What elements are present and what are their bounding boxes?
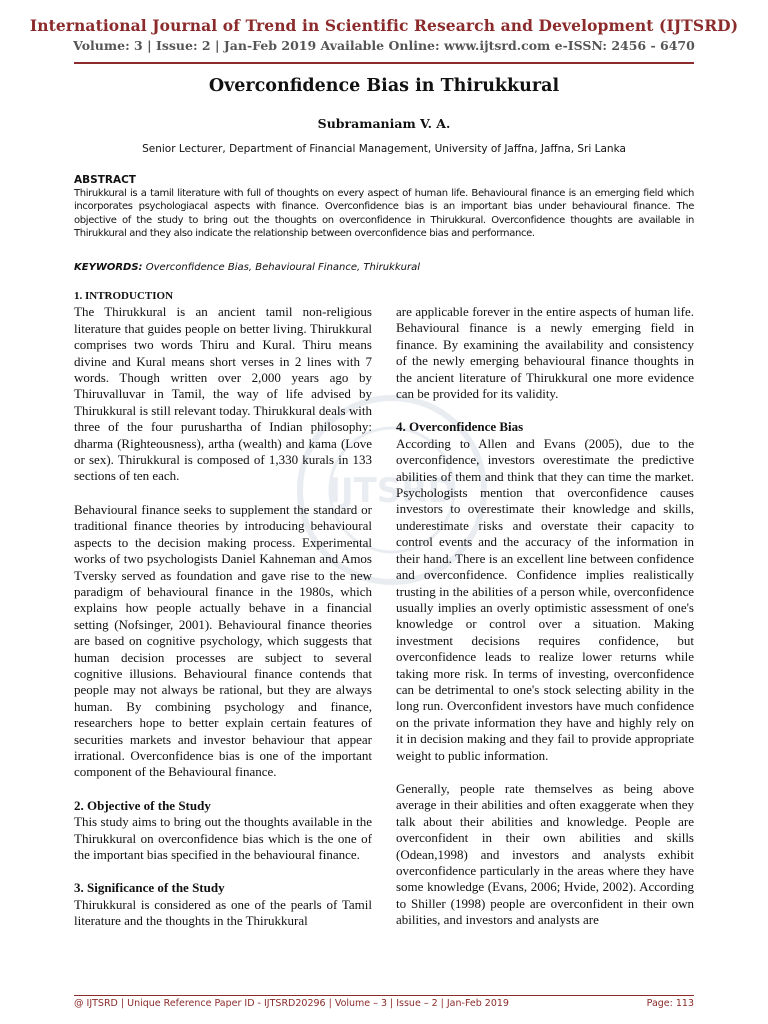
significance-paragraph: Thirukkural is considered as one of the pearls of Tamil literature and the thoughts in the Thirukkural xyxy=(74,896,372,929)
journal-meta: Volume: 3 | Issue: 2 | Jan-Feb 2019 Available Online: www.ijtsrd.com e-ISSN: 2456 - 6470 xyxy=(73,38,695,53)
abstract-heading: ABSTRACT xyxy=(74,174,136,186)
keywords xyxy=(74,262,694,273)
abstract-text: Thirukkural is a tamil literature with full of thoughts on every aspect of human life. Behavioural finance is an emerging field which incorporates psychologiacal aspects with finance. Overconfidence bias is an important bias under behavioural finance. The objective of the study to bring out the thoughts on overconfidence in Thirukkural. Overconfidence thoughts are available in Thirukkural and they also indicate the relationship between overconfidence bias and performance. xyxy=(74,188,694,239)
page-footer xyxy=(74,998,694,1009)
introduction-paragraph-1: The Thirukkural is an ancient tamil non-religious literature that guides people on better living. Thirukkural comprises two words Thiru and Kural. Thiru means divine and Kural means short verses in 2 lines with 7 words. Though written over 2,000 years ago by Thiruvalluvar in Tamil, the way of life advised by Thirukkural is still relevant today. Thirukkural deals with three of the four purushartha of Indian philosophy: dharma (Righteousness), artha (wealth) and kama (Love or sex). Thirukkural is composed of 1,330 kurals in 133 sections of ten each. xyxy=(74,304,372,484)
overconfidence-paragraph-1: According to Allen and Evans (2005), due to the overconfidence, investors overestimate the predictive abilities of them and think that they can time the market. Psychologists mention that overconfidence causes investors to overestimate their knowledge and skills, underestimate risks and overstate their capacity to control events and the accuracy of the information in their hand. There is an excellent line between confidence and overconfidence. Confidence implies realistically trusting in the abilities of a person while, overconfidence usually implies an overly optimistic assessment of one's knowledge or control over a situation. Making investment decisions requires confidence, but overconfidence leads to realize lower returns while taking more risk. In terms of investing, overconfidence can be detrimental to one's stock selecting ability in the long run. Overconfident investors have much confidence on the private information they have and highly rely on it in decision making and they fail to provide appropriate weight to public information. xyxy=(396,435,694,763)
journal-header xyxy=(0,16,768,54)
keywords-label: KEYWORDS: xyxy=(74,262,143,273)
section-heading-introduction: 1. INTRODUCTION xyxy=(74,290,174,302)
left-column xyxy=(74,288,372,930)
overconfidence-paragraph-2: Generally, people rate themselves as being above average in their abilities and often exaggerate when they talk about their abilities and knowledge. People are overconfident in their own abilities and skills (Odean,1998) and investors and analysts exhibit overconfidence particularly in the areas where they have some knowledge (Evans, 2006; Hvide, 2002). According to Shiller (1998) people are overconfident in their own abilities, and investors and analysts are xyxy=(396,780,694,928)
author-affiliation: Senior Lecturer, Department of Financial Management, University of Jaffna, Jaffna, Sri Lanka xyxy=(142,143,626,155)
right-column xyxy=(396,304,694,929)
page-number: Page: 113 xyxy=(646,998,694,1009)
abstract xyxy=(74,174,694,240)
introduction-paragraph-2: Behavioural finance seeks to supplement the standard or traditional finance theories by introducing behavioural aspects to the decision making process. Experimental works of two psychologists Daniel Kahneman and Amos Tversky served as foundation and gave rise to the new paradigm of behavioural finance in the 1980s, which explains how people actually behave in a financial setting (Nofsinger, 2001). Behavioural finance theories are based on cognitive psychology, which suggests that human decision processes are subject to several cognitive illusions. Behavioural finance contends that people may not always be rational, but they are always human. By combining psychology and finance, researchers hope to better explain certain features of securities markets and investor behaviour that appear irrational. Overconfidence bias is one of the important component of the Behavioural finance. xyxy=(74,501,372,780)
keywords-text: Overconfidence Bias, Behavioural Finance, Thirukkural xyxy=(145,262,420,273)
section-heading-overconfidence-bias: 4. Overconfidence Bias xyxy=(396,419,524,435)
header-divider xyxy=(74,62,694,64)
journal-name: International Journal of Trend in Scientific Research and Development (IJTSRD) xyxy=(29,16,739,35)
footer-reference: @ IJTSRD | Unique Reference Paper ID - IJTSRD20296 | Volume – 3 | Issue – 2 | Jan-Feb 2019 xyxy=(74,998,509,1009)
footer-divider xyxy=(74,995,694,996)
section-heading-significance: 3. Significance of the Study xyxy=(74,880,225,896)
section-heading-objective: 2. Objective of the Study xyxy=(74,797,211,813)
paper-title: Overconfidence Bias in Thirukkural xyxy=(208,76,560,96)
author-name: Subramaniam V. A. xyxy=(317,116,451,131)
objective-paragraph: This study aims to bring out the thoughts available in the Thirukkural on overconfidence bias which is the one of the important bias specified in the behavioural finance. xyxy=(74,814,372,862)
significance-paragraph-continued: are applicable forever in the entire aspects of human life. Behavioural finance is a newly emerging field in finance. By examining the availability and consistency of the newly emerging behavioural finance thoughts in the ancient literature of Thirukkural one more evidence can be provided for its validity. xyxy=(396,304,694,402)
svg-text:IJTSRD: IJTSRD xyxy=(328,471,456,511)
